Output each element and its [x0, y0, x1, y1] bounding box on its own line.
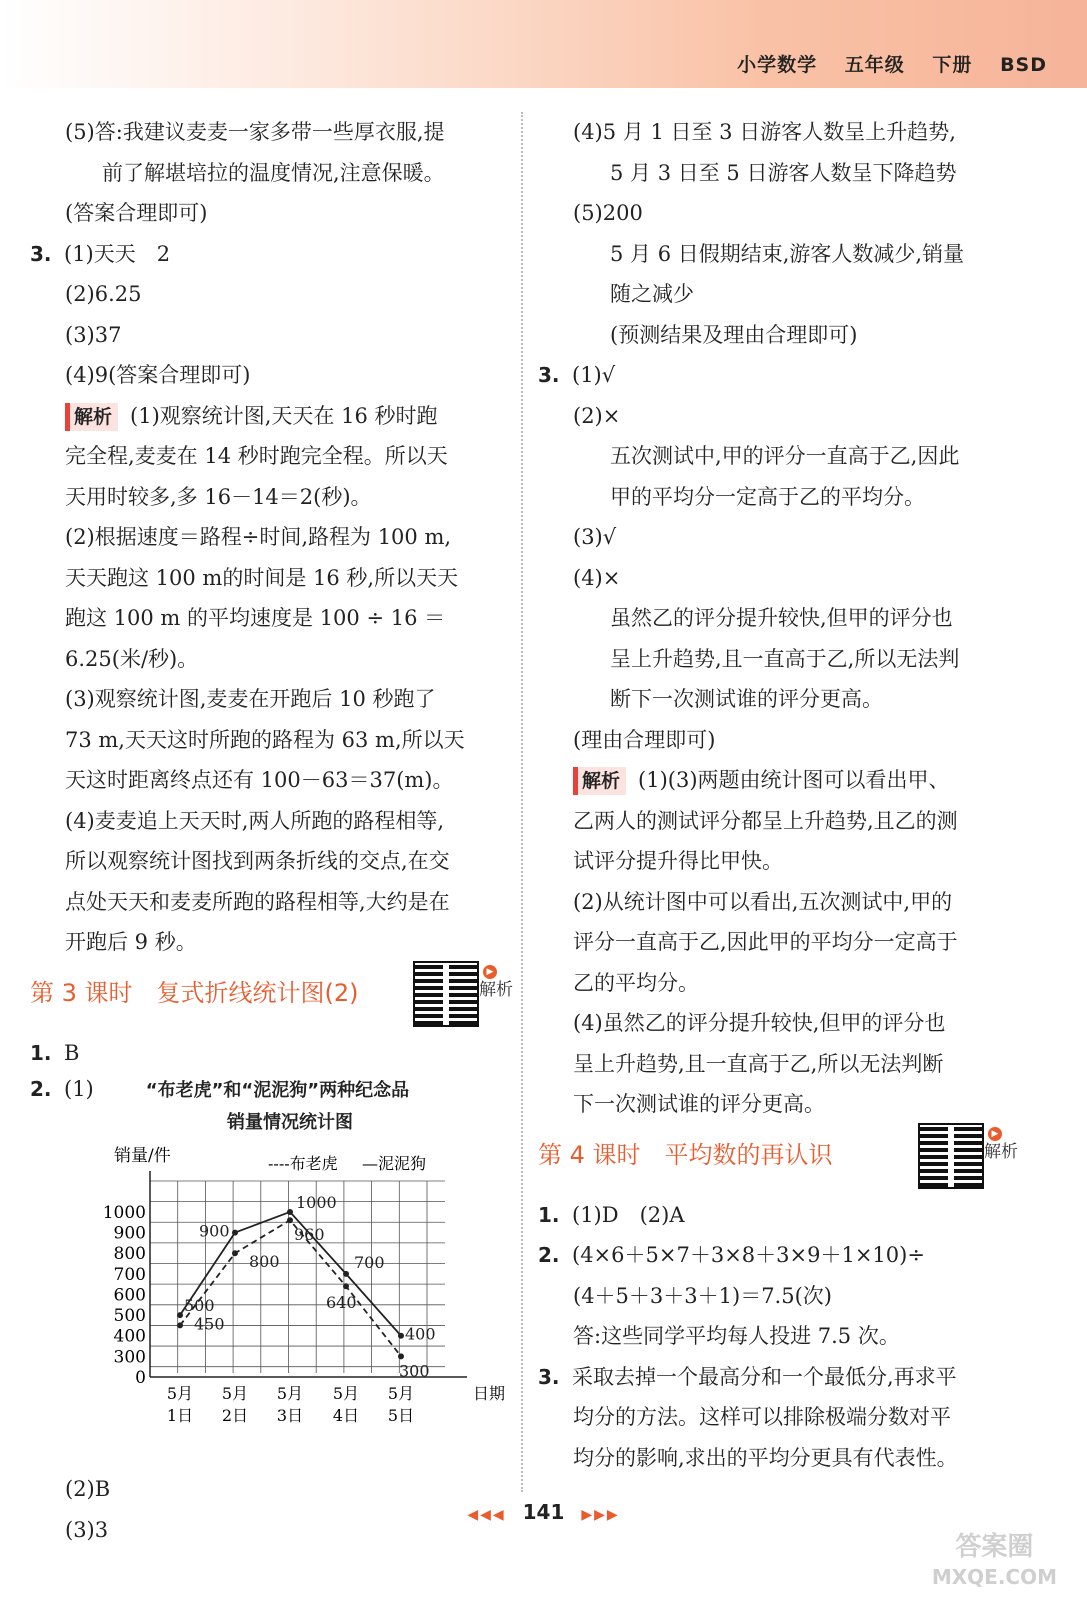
qr-code-icon[interactable]	[918, 1123, 984, 1189]
y-tick-label: 300	[113, 1347, 146, 1368]
question-number: 1.	[538, 1202, 560, 1227]
text-line: (1)(3)两题由统计图可以看出甲、	[638, 768, 950, 792]
text-line: 甲的平均分一定高于乙的平均分。	[610, 484, 925, 509]
text-line: 呈上升趋势,且一直高于乙,所以无法判	[610, 646, 960, 671]
x-tick-label: 3日	[276, 1406, 304, 1425]
y-tick-label: 600	[113, 1285, 146, 1306]
text-line: 呈上升趋势,且一直高于乙,所以无法判断	[573, 1051, 944, 1076]
question-number: 3.	[538, 363, 560, 387]
data-label: 640	[326, 1293, 357, 1313]
text-line: (1)D (2)A	[572, 1202, 685, 1227]
x-tick-label: 5月	[332, 1384, 360, 1403]
book-header	[717, 50, 1047, 77]
text-line: (2)从统计图中可以看出,五次测试中,甲的	[573, 889, 953, 914]
x-axis-label: 日期	[472, 1384, 506, 1403]
y-tick-label: 900	[113, 1223, 146, 1244]
text-line: (4)麦麦追上天天时,两人所跑的路程相等,	[65, 808, 445, 833]
watermark-url: MXQE.COM	[931, 1565, 1057, 1589]
text-line: (2)6.25	[65, 282, 142, 306]
y-tick-label: 800	[113, 1244, 146, 1265]
text-line: 随之减少	[610, 282, 694, 306]
text-line: 73 m,天天这时所跑的路程为 63 m,所以天	[65, 727, 465, 752]
y-axis-label: 销量/件	[114, 1146, 171, 1166]
analysis-tag: 解析	[65, 403, 118, 431]
data-label: 960	[294, 1225, 325, 1245]
data-point	[343, 1271, 349, 1277]
text-line: 5 月 6 日假期结束,游客人数减少,销量	[610, 241, 965, 266]
data-label: 450	[194, 1314, 225, 1334]
text-line: 完全程,麦麦在 14 秒时跑完全程。所以天	[65, 444, 448, 468]
legend-item: ----布老虎	[268, 1154, 338, 1173]
qr-code-icon[interactable]	[413, 961, 479, 1027]
text-line: 五次测试中,甲的评分一直高于乙,因此	[610, 444, 960, 468]
data-point	[398, 1333, 404, 1339]
data-point	[177, 1322, 183, 1328]
data-point	[232, 1230, 238, 1236]
play-icon: ▶	[483, 965, 497, 979]
text-line: (4)5 月 1 日至 3 日游客人数呈上升趋势,	[573, 120, 956, 144]
text-line: (1)观察统计图,天天在 16 秒时跑	[130, 403, 438, 428]
text-line: (4)×	[573, 565, 621, 590]
text-line: 6.25(米/秒)。	[65, 646, 199, 671]
text-line: 开跑后 9 秒。	[65, 930, 197, 954]
y-tick-label: 0	[135, 1368, 146, 1388]
text-line: 试评分提升得比甲快。	[573, 849, 783, 873]
text-line: 答:这些同学平均每人投进 7.5 次。	[573, 1324, 900, 1348]
next-arrows-icon: ▶▶▶	[581, 1507, 620, 1523]
data-label: 300	[399, 1361, 430, 1381]
question-number: 2.	[538, 1243, 560, 1267]
y-tick-label: 700	[113, 1264, 146, 1285]
qr-label: ▶ 解析	[984, 1128, 1018, 1162]
text-line: (3)3	[65, 1517, 109, 1542]
header-term: 下册	[932, 54, 973, 76]
page-number: 141	[522, 1500, 565, 1524]
text-line: B	[64, 1040, 80, 1065]
text-line: 虽然乙的评分提升较快,但甲的评分也	[610, 606, 953, 630]
text-line: (2)×	[573, 403, 621, 428]
text-line: 5 月 3 日至 5 日游客人数呈下降趋势	[610, 160, 957, 185]
text-line: (1)√	[572, 363, 616, 387]
question-number: 2.	[30, 1077, 52, 1101]
x-tick-label: 5月	[221, 1384, 249, 1403]
text-line: (理由合理即可)	[573, 727, 716, 752]
text-line: 评分一直高于乙,因此甲的平均分一定高于	[573, 930, 958, 954]
data-label: 1000	[296, 1192, 337, 1212]
data-label: 800	[249, 1252, 280, 1272]
x-tick-label: 1日	[166, 1406, 194, 1425]
text-line: (答案合理即可)	[65, 201, 208, 225]
data-point	[287, 1217, 293, 1223]
data-label: 400	[405, 1324, 436, 1344]
text-line: 天天跑这 100 m的时间是 16 秒,所以天天	[65, 565, 459, 590]
text-line: (2)B	[65, 1477, 111, 1501]
data-label: 900	[199, 1221, 230, 1241]
chart-svg	[30, 1139, 506, 1461]
question-number: 3.	[538, 1364, 560, 1389]
text-line: (3)37	[65, 322, 122, 347]
text-line: (预测结果及理由合理即可)	[610, 322, 858, 347]
data-point	[287, 1209, 293, 1215]
data-label: 700	[354, 1252, 385, 1272]
data-point	[398, 1353, 404, 1359]
left-column	[30, 112, 513, 1550]
lesson-title: 复式折线统计图(2)	[156, 978, 359, 1007]
lesson-title: 平均数的再认识	[664, 1140, 833, 1169]
watermark-logo-text: 答案圈	[955, 1532, 1034, 1562]
text-line: 乙的平均分。	[573, 970, 699, 995]
text-line: 所以观察统计图找到两条折线的交点,在交	[65, 849, 450, 873]
text-line: (1)天天 2	[64, 241, 171, 266]
legend-item: —泥泥狗	[362, 1154, 427, 1173]
y-tick-label: 500	[113, 1306, 146, 1327]
text-line: (1)	[64, 1077, 94, 1101]
text-line: 天这时距离终点还有 100－63＝37(m)。	[65, 768, 454, 792]
line-chart	[30, 1139, 510, 1469]
text-line: 断下一次测试谁的评分更高。	[610, 687, 883, 711]
analysis-tag: 解析	[573, 767, 626, 795]
text-line: 前了解堪培拉的温度情况,注意保暖。	[102, 160, 445, 185]
right-column	[538, 112, 1028, 1478]
text-line: 点处天天和麦麦所跑的路程相等,大约是在	[65, 889, 450, 914]
header-subject: 小学数学	[737, 54, 818, 76]
y-tick-label: 1000	[102, 1202, 146, 1223]
text-line: (4×6＋5×7＋3×8＋3×9＋1×10)÷	[572, 1243, 925, 1267]
lesson-number: 第 3 课时	[30, 978, 133, 1007]
text-line: 采取去掉一个最高分和一个最低分,再求平	[572, 1364, 957, 1389]
chart-title: “布老虎”和“泥泥狗”两种纪念品	[145, 1080, 410, 1101]
data-label: 500	[184, 1296, 215, 1316]
question-number: 1.	[30, 1040, 52, 1065]
data-point	[343, 1283, 349, 1289]
text-line: (3)观察统计图,麦麦在开跑后 10 秒跑了	[65, 687, 436, 711]
x-tick-label: 5月	[166, 1384, 194, 1403]
text-line: (3)√	[573, 525, 617, 549]
text-line: 跑这 100 m 的平均速度是 100 ÷ 16 ＝	[65, 606, 446, 630]
x-tick-label: 5日	[387, 1406, 415, 1425]
chart-subtitle: 销量情况统计图	[227, 1112, 353, 1133]
data-point	[232, 1250, 238, 1256]
x-tick-label: 2日	[221, 1406, 249, 1425]
lesson-4-heading	[538, 1125, 1028, 1195]
text-line: 均分的影响,求出的平均分更具有代表性。	[573, 1445, 958, 1470]
text-line: 天用时较多,多 16－14＝2(秒)。	[65, 484, 372, 509]
qr-label: ▶ 解析	[479, 966, 513, 1000]
header-edition: BSD	[1000, 54, 1047, 76]
text-line: (4＋5＋3＋3＋1)＝7.5(次)	[573, 1283, 832, 1308]
text-line: (2)根据速度＝路程÷时间,路程为 100 m,	[65, 525, 452, 549]
x-tick-label: 5月	[276, 1384, 304, 1403]
watermark	[932, 1532, 1057, 1592]
text-line: (4)9(答案合理即可)	[65, 363, 251, 387]
page-footer	[0, 1500, 1087, 1524]
text-line: (5)200	[573, 201, 643, 225]
prev-arrows-icon: ◀◀◀	[467, 1507, 506, 1523]
series-line	[180, 1220, 401, 1356]
question-number: 3.	[30, 241, 52, 266]
y-tick-label: 400	[113, 1326, 146, 1347]
text-line: 下一次测试谁的评分更高。	[573, 1092, 825, 1116]
text-line: 均分的方法。这样可以排除极端分数对平	[573, 1405, 951, 1429]
text-line: (5)答:我建议麦麦一家多带一些厚衣服,提	[65, 120, 445, 144]
header-grade: 五年级	[844, 54, 905, 76]
column-divider	[521, 112, 523, 1492]
data-point	[177, 1312, 183, 1318]
text-line: 乙两人的测试评分都呈上升趋势,且乙的测	[573, 808, 958, 833]
text-line: (4)虽然乙的评分提升较快,但甲的评分也	[573, 1011, 946, 1035]
x-tick-label: 5月	[387, 1384, 415, 1403]
play-icon: ▶	[988, 1127, 1002, 1141]
x-tick-label: 4日	[332, 1406, 360, 1425]
lesson-3-heading	[30, 963, 513, 1033]
lesson-number: 第 4 课时	[538, 1140, 641, 1169]
